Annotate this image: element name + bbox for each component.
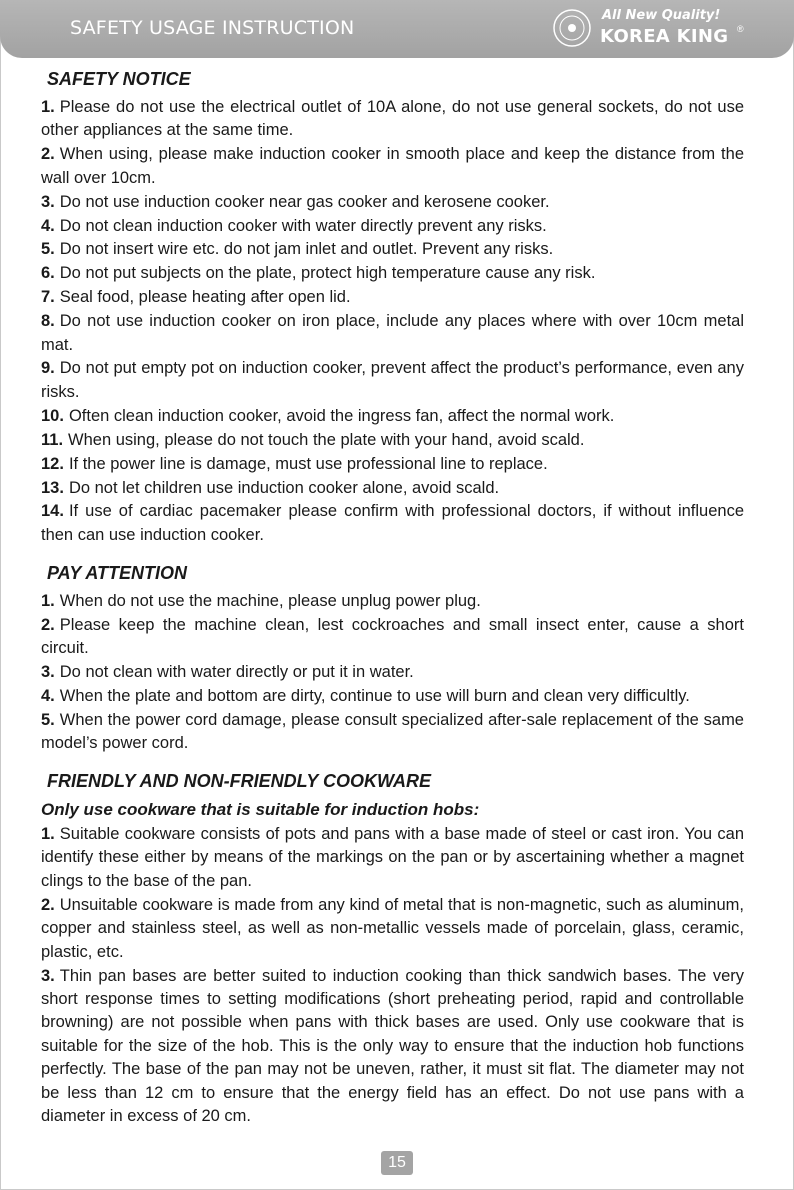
- item-text: When using, please do not touch the plate with your hand, avoid scald.: [68, 430, 585, 449]
- item-number: 13.: [41, 478, 64, 497]
- list-item: [41, 215, 744, 238]
- item-text: Please do not use the electrical outlet of 10A alone, do not use general sockets, do not use other appliances at the same time.: [41, 98, 744, 140]
- list-item: [41, 614, 744, 661]
- item-text: Often clean induction cooker, avoid the ingress fan, affect the normal work.: [68, 406, 615, 425]
- item-number: 14.: [41, 502, 64, 521]
- item-text: Do not clean with water directly or put it in water.: [59, 662, 414, 681]
- item-number: 4.: [41, 686, 55, 705]
- list-item: [41, 286, 744, 309]
- brand-name: KOREA KING: [600, 26, 729, 47]
- list-item: [41, 143, 744, 190]
- header-title: SAFETY USAGE INSTRUCTION: [70, 17, 355, 39]
- item-text: If the power line is damage, must use professional line to replace.: [68, 454, 548, 473]
- list-item: [41, 894, 744, 964]
- item-text: Unsuitable cookware is made from any kind of metal that is non-magnetic, such as aluminum, copper and stainless steel, as well as non-metallic vessels made of porcelain, glass, ceramic, plastic, etc.: [41, 895, 744, 961]
- brand-tagline: All New Quality!: [602, 8, 721, 23]
- list-item: [41, 191, 744, 214]
- item-text: When the plate and bottom are dirty, continue to use will burn and clean very difficultly.: [59, 686, 690, 705]
- item-number: 9.: [41, 359, 55, 378]
- cookware-title: FRIENDLY AND NON-FRIENDLY COOKWARE: [47, 771, 432, 792]
- item-number: 3.: [41, 192, 55, 211]
- registered-mark: ®: [737, 24, 744, 34]
- item-text: When the power cord damage, please consult specialized after-sale replacement of the same model’s power cord.: [41, 710, 744, 753]
- item-text: Suitable cookware consists of pots and pans with a base made of steel or cast iron. You can identify these either by means of the markings on the pan or by ascertaining whether a magnet clings to the base of the pan.: [41, 825, 744, 890]
- item-text: Do not put subjects on the plate, protect high temperature cause any risk.: [59, 264, 596, 283]
- pay-attention-title: PAY ATTENTION: [47, 562, 188, 583]
- brand-seal-logo: [552, 8, 592, 48]
- list-item: [41, 500, 744, 547]
- item-text: Do not use induction cooker on iron place, include any places where with over 10cm metal mat.: [41, 312, 744, 354]
- list-item: [41, 429, 744, 452]
- item-number: 7.: [41, 288, 55, 307]
- list-item: [41, 310, 744, 357]
- item-text: Do not insert wire etc. do not jam inlet and outlet. Prevent any risks.: [59, 240, 554, 259]
- list-item: [41, 477, 744, 500]
- item-number: 10.: [41, 406, 64, 425]
- list-item: [41, 357, 744, 404]
- list-item: [41, 709, 744, 756]
- item-text: Do not let children use induction cooker alone, avoid scald.: [68, 478, 500, 497]
- item-number: 1.: [41, 825, 55, 844]
- pay-attention-list: [41, 590, 744, 756]
- item-number: 3.: [41, 966, 55, 985]
- item-number: 1.: [41, 591, 55, 610]
- item-number: 12.: [41, 454, 64, 473]
- item-text: When using, please make induction cooker in smooth place and keep the distance from the wall over 10cm.: [41, 145, 744, 187]
- list-item: [41, 453, 744, 476]
- item-number: 2.: [41, 615, 55, 634]
- item-number: 2.: [41, 145, 55, 164]
- item-text: Thin pan bases are better suited to induction cooking than thick sandwich bases. The very short response times to setting modifications (short preheating period, rapid and controllable browning) are not possible when pans with thick bases are used. Only use cookware that is suitable for the size of the hob. This is the only way to ensure that the induction hob functions perfectly. The base of the pan may not be uneven, rather, it must sit flat. The diameter may not be less than 12 cm to ensure that the energy field has an effect. Do not use pans with a diameter in excess of 20 cm.: [41, 966, 744, 1125]
- item-text: Do not clean induction cooker with water directly prevent any risks.: [59, 216, 547, 235]
- item-number: 5.: [41, 240, 55, 259]
- item-number: 4.: [41, 216, 55, 235]
- page-header: [0, 0, 794, 58]
- page-number: 15: [381, 1151, 413, 1175]
- item-number: 6.: [41, 264, 55, 283]
- item-number: 1.: [41, 98, 55, 116]
- cookware-subtitle: Only use cookware that is suitable for induction hobs:: [41, 800, 480, 820]
- list-item: [41, 590, 744, 613]
- item-number: 3.: [41, 662, 55, 681]
- item-text: Do not put empty pot on induction cooker, prevent affect the product’s performance, even any risks.: [41, 359, 744, 401]
- list-item: [41, 965, 744, 1129]
- item-text: Please keep the machine clean, lest cockroaches and small insect enter, cause a short circuit.: [41, 615, 744, 658]
- list-item: [41, 661, 744, 684]
- list-item: [41, 262, 744, 285]
- item-text: When do not use the machine, please unplug power plug.: [59, 591, 481, 610]
- item-text: If use of cardiac pacemaker please confirm with professional doctors, if without influence then can use induction cooker.: [41, 502, 744, 544]
- list-item: [41, 238, 744, 261]
- item-number: 11.: [41, 430, 64, 449]
- cookware-list: [41, 823, 744, 1128]
- item-number: 2.: [41, 895, 55, 914]
- item-number: 5.: [41, 710, 55, 729]
- item-text: Do not use induction cooker near gas cooker and kerosene cooker.: [59, 192, 550, 211]
- safety-notice-list: [41, 96, 744, 547]
- safety-notice-title: SAFETY NOTICE: [47, 69, 191, 89]
- page-content: [41, 68, 744, 1129]
- item-text: Seal food, please heating after open lid.: [59, 288, 351, 307]
- list-item: [41, 685, 744, 708]
- item-number: 8.: [41, 312, 55, 331]
- list-item: [41, 823, 744, 893]
- list-item: [41, 96, 744, 143]
- list-item: [41, 405, 744, 428]
